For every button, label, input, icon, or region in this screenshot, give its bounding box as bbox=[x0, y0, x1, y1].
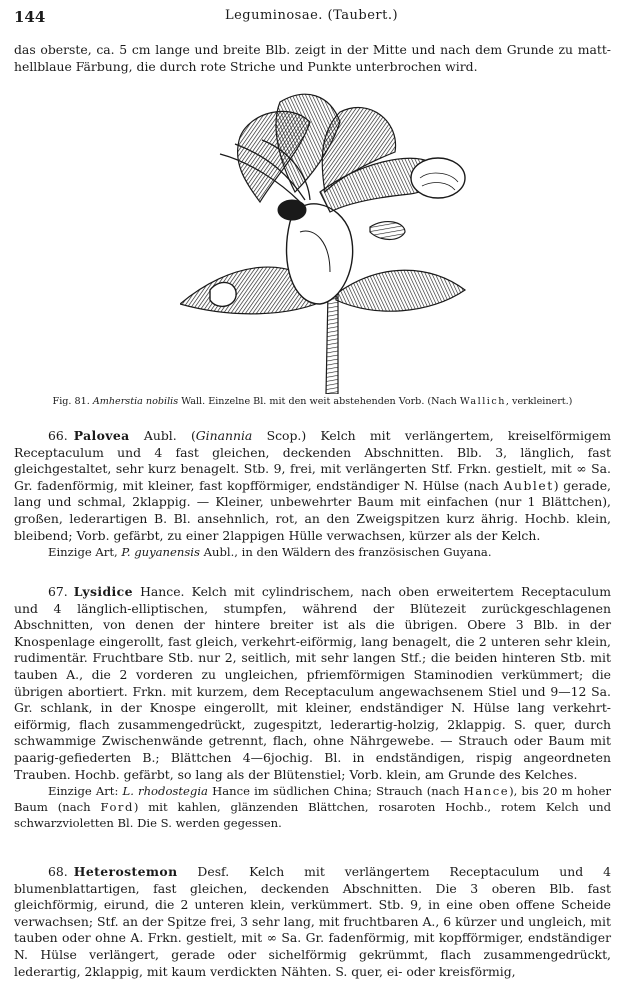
figure-label: Fig. 81. bbox=[52, 396, 90, 407]
figure-author: Wall. bbox=[181, 396, 206, 407]
entry-description: Kelch mit verlängertem, kreiselförmigem Receptaculum und 4 fast gleichen, deckenden Abschnitten. Blb. 3, länglich, fast gleichgestaltet, sehr kurz benagelt. Stb. 9, frei, mit verlängerten Stf. Frkn. gestielt, mit ∞ Sa. Gr. fadenförmig, mit kleiner, fast kopfförmiger, endständiger N. Hülse (nach bbox=[14, 428, 611, 493]
synonym-authority: Scop.) bbox=[266, 428, 307, 443]
note-prefix: Einzige Art: bbox=[48, 784, 119, 799]
entry-description: Kelch mit cylindrischem, nach oben erweitertem Receptaculum und 4 länglich-elliptischen, stumpfen, während der Blütezeit zurückgeschlagenen Abschnitten, von denen der hintere breiter ist als die übrigen. Obere 3 Blb. in der Knospenlage eingerollt, fast gleich, verkehrt-eiförmig, lang benagelt, die 2 unteren sehr klein, rudimentär. Fruchtbare Stb. nur 2, seitlich, mit sehr langen Stf.; die beiden hinteren Stb. mit tauben A., die 2 vorderen zu ungleichen, pfriemförmigen Staminodien verkümmert; die übrigen abortiert. Frkn. mit kurzem, dem Receptaculum angewachsenem Stiel und 9—12 Sa. Gr. schlank, in der Knospe eingerollt, mit kleiner, endständiger N. Hülse lang verkehrt-eiförmig, flach zusammengedrückt, zugespitzt, lederartig-holzig, 2klappig. S. quer, durch schwammige Zwischenwände getrennt, flach, ohne Nährgewebe. — Strauch oder Baum mit paarig-gefiederten B.; Blättchen 4—6jochig. Bl. in endständigen, rispig angeordneten Trauben. Hochb. gefärbt, so lang als der Blütenstiel; Vorb. klein, am Grunde des Kelches. bbox=[14, 584, 611, 782]
entry-number: 68. bbox=[48, 864, 68, 879]
genus-authority: Desf. bbox=[197, 864, 230, 879]
running-title: Leguminosae. (Taubert.) bbox=[224, 8, 399, 23]
genus-name: Heterostemon bbox=[73, 864, 178, 879]
entry-lysidice bbox=[14, 584, 611, 831]
note-credit: Hance bbox=[463, 784, 510, 799]
note-text: Hance im südlichen China; Strauch (nach bbox=[212, 784, 460, 799]
figure-credit: Wallich bbox=[459, 396, 506, 407]
note-prefix: Einzige Art, bbox=[48, 545, 118, 560]
running-header bbox=[14, 8, 609, 28]
entry-credit: Aublet bbox=[503, 477, 554, 493]
entry-paragraph bbox=[14, 584, 611, 783]
petal-tip-right bbox=[411, 158, 465, 198]
figure-species: Amherstia nobilis bbox=[92, 396, 179, 407]
small-petal bbox=[278, 200, 306, 220]
right-bract bbox=[336, 270, 465, 311]
entry-description: Kelch mit verlängertem Receptaculum und 4 blumenblattartigen, fast gleichen, deckenden Abschnitten. Die 3 oberen Blb. fast gleichförmig, eirund, die 2 unteren klein, verkümmert. Stb. 9, in eine oben offene Scheide verwachsen; Stf. an der Spitze frei, 3 sehr lang, mit fruchtbaren A., 6 kürzer und ungleich, mit tauben oder ohne A. Frkn. gestielt, mit ∞ Sa. Gr. fadenförmig, mit kopfförmiger, endständiger N. Hülse verlängert, gerade oder sichelförmig gekrümmt, flach zusammengedrückt, lederartig, 2klappig, mit kaum verdickten Nähten. S. quer, ei- oder kreisförmig, bbox=[14, 864, 611, 979]
entry-number: 67. bbox=[48, 584, 68, 599]
intro-paragraph: das oberste, ca. 5 cm lange und breite Blb. zeigt in der Mitte und nach dem Grunde zu matt-hellblaue Färbung, die durch rote Striche und Punkte unterbrochen wird. bbox=[14, 42, 611, 74]
genus-name: Lysidice bbox=[73, 584, 133, 599]
entry-paragraph bbox=[14, 864, 611, 980]
note-text: Aubl., in den Wäldern des französischen Guyana. bbox=[203, 545, 492, 560]
entry-palovea bbox=[14, 428, 611, 560]
entry-note bbox=[14, 783, 611, 831]
entry-paragraph bbox=[14, 428, 611, 544]
note-text-cont: ), bis 20 m hoher Baum (nach bbox=[14, 784, 612, 815]
figure-text: Einzelne Bl. mit den weit abstehenden Vorb. (Nach bbox=[208, 396, 457, 407]
bud bbox=[370, 222, 405, 240]
genus-name: Palovea bbox=[73, 428, 130, 443]
genus-synonym: Ginannia bbox=[195, 428, 253, 443]
stem bbox=[326, 292, 338, 394]
page-number: 144 bbox=[14, 8, 46, 26]
lower-left-lobe bbox=[210, 282, 236, 306]
note-credit: Ford bbox=[100, 800, 134, 815]
entry-heterostemon bbox=[14, 864, 611, 980]
figure-suffix: , verkleinert.) bbox=[505, 396, 573, 407]
figure-caption bbox=[14, 396, 611, 407]
note-species: L. rhodostegia bbox=[122, 784, 208, 799]
entry-note bbox=[14, 544, 611, 560]
entry-number: 66. bbox=[48, 428, 68, 443]
note-species: P. guyanensis bbox=[121, 545, 200, 560]
genus-authority: Aubl. ( bbox=[143, 428, 196, 443]
genus-authority: Hance. bbox=[140, 584, 185, 599]
entry-description-cont: ) gerade, lang und schmal, 2klappig. — Kleiner, unbewehrter Baum mit einfachen (nur 1 Blättchen), großen, lederartigen B. Bl. ansehnlich, rot, an den Zweigspitzen kurz ährig. Hochb. klein, bleibend; Vorb. gefärbt, zu einer 2lappigen Hülle verwachsen, kürzer als der Kelch. bbox=[14, 477, 611, 543]
amherstia-illustration bbox=[180, 82, 480, 394]
note-text-end: ) mit kahlen, glänzenden Blättchen, rosaroten Hochb., rotem Kelch und schwarzvioletten Bl. Die S. werden gegessen. bbox=[14, 800, 611, 831]
